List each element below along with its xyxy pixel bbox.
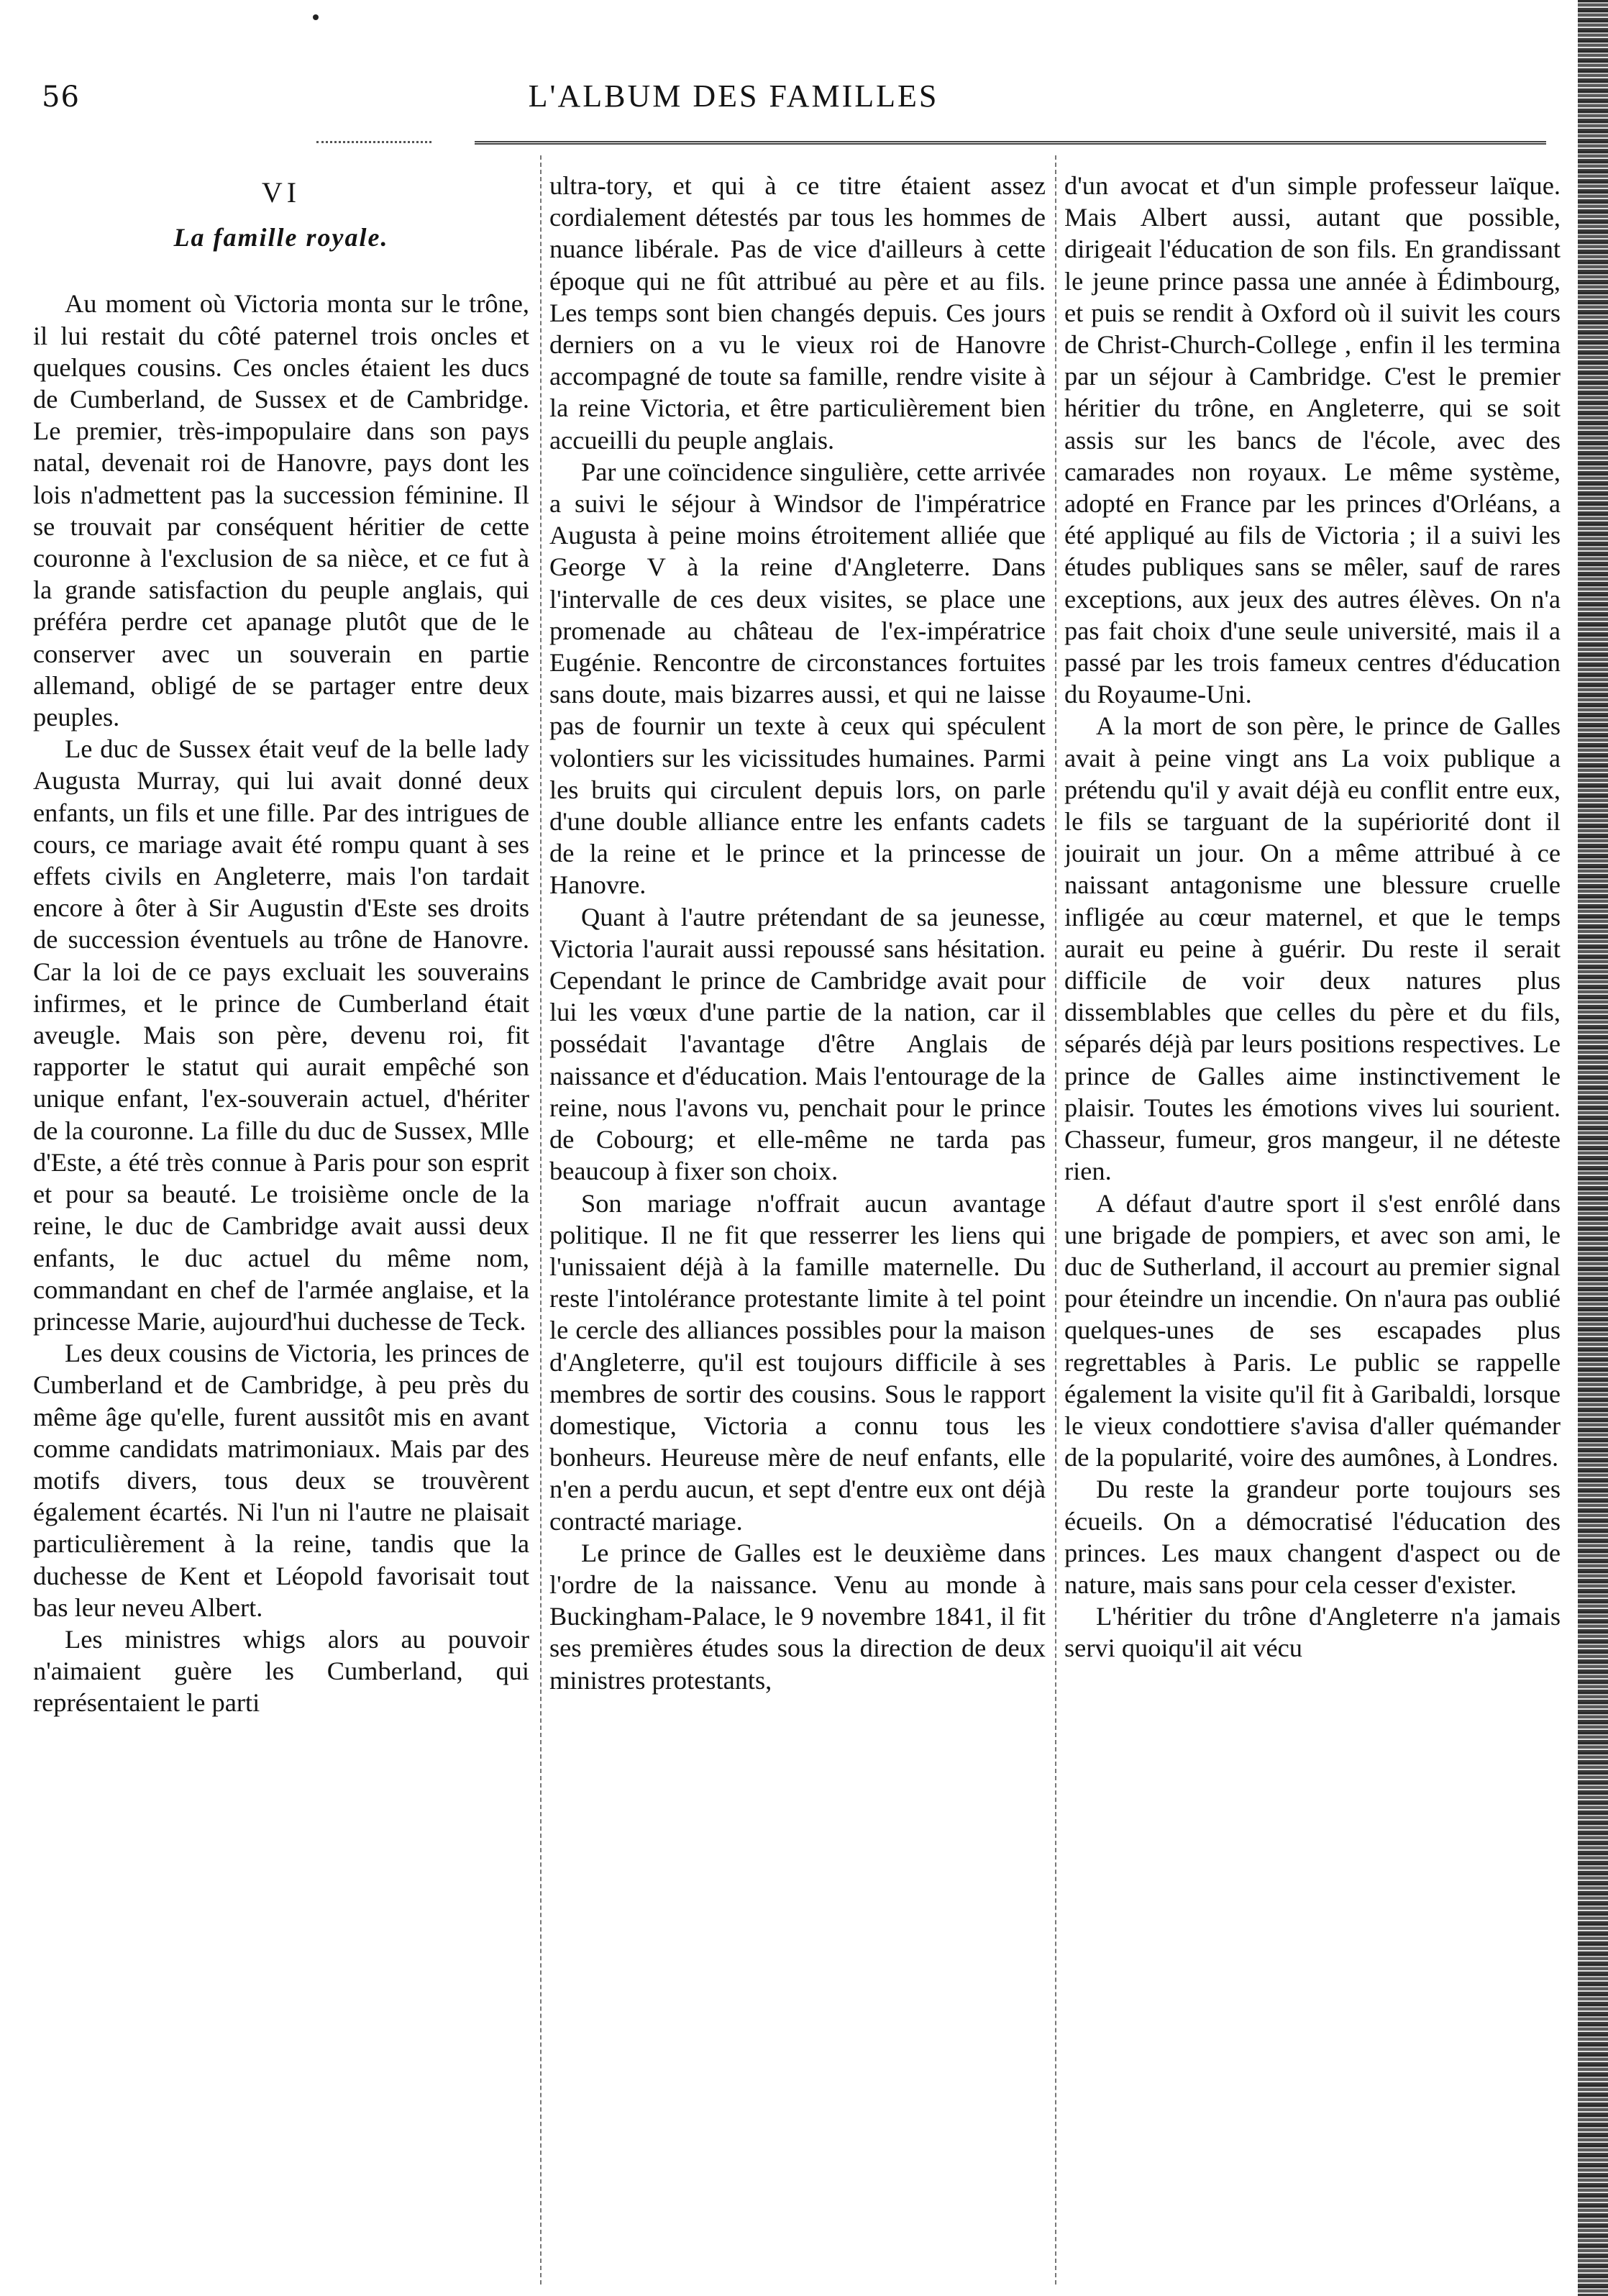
ink-speck [313,14,319,20]
header-rule-left [316,141,431,143]
paragraph: Au moment où Victoria monta sur le trône, il lui restait du côté paternel trois oncles et quelques cousins. Ces oncles étaient les ducs de Cumberland, de Sussex et de Cambridge. Le premier, très-impopulaire dans son pays natal, devenait roi de Hanovre, pays dont les lois n'admettent pas la succession féminine. Il se trouvait par conséquent héritier de cette couronne à l'exclusion de sa nièce, et ce fut à la grande satisfaction du peuple anglais, qui préféra perdre cet apanage plutôt que de le conserver avec un souverain en partie allemand, obligé de se partager entre deux peuples. [33,289,529,732]
scan-edge-strip [1578,0,1608,2296]
paragraph: Le duc de Sussex était veuf de la belle lady Augusta Murray, qui lui avait donné deux enfants, un fils et une fille. Par des intrigues de cours, ce mariage avait été rompu quant à ses effets civils en Angleterre, mais l'on tardait encore à ôter à Sir Augustin d'Este ses droits de succession éventuels au trône de Hanovre. Car la loi de ce pays excluait les souverains infirmes, et le prince de Cumberland était aveugle. Mais son père, devenu roi, fit rapporter le statut qui aurait empêché son unique enfant, l'ex-souverain actuel, d'hériter de la couronne. La fille du duc de Sussex, Mlle d'Este, a été très connue à Paris pour son esprit et pour sa beauté. Le troisième oncle de la reine, le duc de Cambridge avait aussi deux enfants, le duc actuel du même nom, commandant en chef de l'armée anglaise, et la princesse Marie, aujourd'hui duchesse de Teck. [33,734,529,1336]
paragraph: L'héritier du trône d'Angleterre n'a jamais servi quoiqu'il ait vécu [1064,1602,1561,1663]
column-divider-2 [1055,155,1056,2284]
text-column-3 [1064,170,1561,2281]
running-title: L'ALBUM DES FAMILLES [528,78,939,114]
paragraph: Les ministres whigs alors au pouvoir n'aimaient guère les Cumberland, qui représentaient le parti [33,1624,529,1718]
paragraph: Du reste la grandeur porte toujours ses écueils. On a démocratisé l'éducation des princes. Les maux changent d'aspect ou de nature, mais sans pour cela cesser d'exister. [1064,1475,1561,1599]
paragraph-continued: ultra-tory, et qui à ce titre étaient assez cordialement détestés par tous les hommes de nuance libérale. Pas de vice d'ailleurs à cette époque qui ne fût attribué au père et au fils. Les temps sont bien changés depuis. Ces jours derniers on a vu le vieux roi de Hanovre accompagné de toute sa famille, rendre visite à la reine Victoria, et être particulièrement bien accueilli du peuple anglais. [549,171,1046,455]
column-divider-1 [540,155,542,2284]
section-number: VI [261,176,301,209]
paragraph: Son mariage n'offrait aucun avantage politique. Il ne fit que resserrer les liens qui l'unissaient déjà à la famille maternelle. Du reste l'intolérance protestante limite à tel point le cercle des alliances possibles pour la maison d'Angleterre, qu'il est toujours difficile à ses membres de sortir des cousins. Sous le rapport domestique, Victoria a connu tous les bonheurs. Heureuse mère de neuf enfants, elle n'en a perdu aucun, et sept d'entre eux ont déjà contracté mariage. [549,1188,1046,1536]
paragraph: Par une coïncidence singulière, cette arrivée a suivi le séjour à Windsor de l'impératrice Augusta à peine moins étroitement alliée que George V à la reine d'Angleterre. Dans l'intervalle de ces deux visites, se place une promenade au château de l'ex-impératrice Eugénie. Rencontre de circonstances fortuites sans doute, mais bizarres aussi, et qui ne laisse pas de fournir un texte à ceux qui spéculent volontiers sur les vicissitudes humaines. Parmi les bruits qui circulent depuis lors, on parle d'une double alliance entre les enfants cadets de la reine et le prince et la princesse de Hanovre. [549,457,1046,900]
text-column-2 [549,170,1046,2281]
section-title: La famille royale. [173,223,389,252]
paragraph: Le prince de Galles est le deuxième dans l'ordre de la naissance. Venu au monde à Buckingham-Palace, le 9 novembre 1841, il fit ses premières études sous la direction de deux ministres protestants, [549,1538,1046,1695]
page-number: 56 [42,81,80,114]
header-rule [475,141,1546,145]
paragraph: Quant à l'autre prétendant de sa jeunesse, Victoria l'aurait aussi repoussé sans hésitation. Cependant le prince de Cambridge avait pour lui les vœux d'une partie de la nation, car il possédait l'avantage d'être Anglais de naissance et d'éducation. Mais l'entourage de la reine, nous l'avons vu, penchait pour le prince de Cobourg; et elle-même ne tarda pas beaucoup à fixer son choix. [549,902,1046,1186]
paragraph: A la mort de son père, le prince de Galles avait à peine vingt ans La voix publique a prétendu qu'il y avait déjà eu conflit entre eux, le fils se targuant de la supériorité dont il jouirait un jour. On a même attribué à ce naissant antagonisme une blessure cruelle infligée au cœur maternel, et que le temps aurait eu peine à guérir. Du reste il serait difficile de voir deux natures plus dissemblables que celles du père et du fils, séparés déjà par leurs positions respectives. Le prince de Galles aime instinctivement le plaisir. Toutes les émotions vives lui sourient. Chasseur, fumeur, gros mangeur, il ne déteste rien. [1064,711,1561,1186]
paragraph: Les deux cousins de Victoria, les princes de Cumberland et de Cambridge, à peu près du même âge qu'elle, furent aussitôt mis en avant comme candidats matrimoniaux. Mais par des motifs divers, tous deux se trouvèrent également écartés. Ni l'un ni l'autre ne plaisait particulièrement à la reine, tandis que la duchesse de Kent et Léopold favorisait tout bas leur neveu Albert. [33,1339,529,1622]
paragraph: A défaut d'autre sport il s'est enrôlé dans une brigade de pompiers, et avec son ami, le duc de Sutherland, il accourt au premier signal pour éteindre un incendie. On n'aura pas oublié quelques-unes de ses escapades plus regrettables à Paris. Le public se rappelle également la visite qu'il fit à Garibaldi, lorsque le vieux condottiere s'avisa d'aller quémander de la popularité, voire des aumônes, à Londres. [1064,1188,1561,1472]
paragraph-continued: d'un avocat et d'un simple professeur laïque. Mais Albert aussi, autant que possible, dirigeait l'éducation de son fils. En grandissant le jeune prince passa une année à Édimbourg, et puis se rendit à Oxford où il suivit les cours de Christ-Church-College , enfin il les termina par un séjour à Cambridge. C'est le premier héritier du trône, en Angleterre, qui se soit assis sur les bancs de l'école, avec des camarades non royaux. Le même système, adopté en France par les princes d'Orléans, a été appliqué au fils de Victoria ; il a suivi les études publiques sans se mêler, sauf de rares exceptions, aux jeux des autres élèves. On n'a pas fait choix d'une seule université, mais il a passé par les trois fameux centres d'éducation du Royaume-Uni. [1064,171,1561,709]
text-column-1 [33,170,529,2281]
